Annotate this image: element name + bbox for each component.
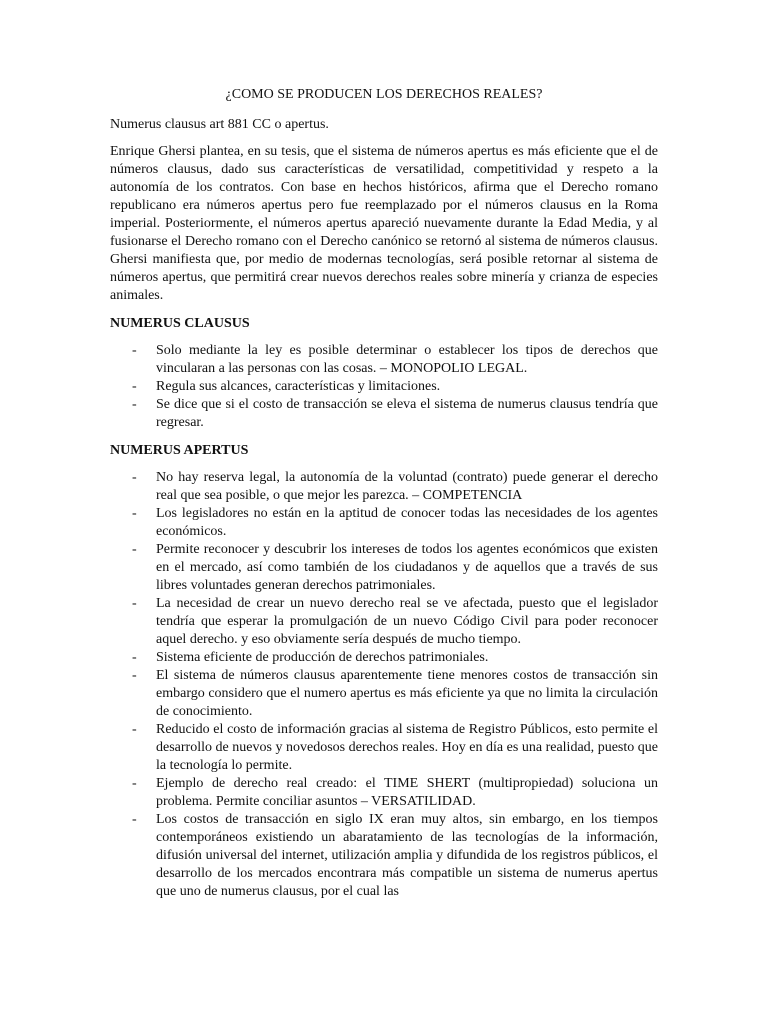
section-heading-numerus-clausus: NUMERUS CLAUSUS [110, 316, 250, 331]
list-item-text: Los legisladores no están en la aptitud de conocer todas las necesidades de los agentes económicos. [156, 506, 658, 539]
bullet-dash: - [132, 776, 137, 791]
list-item [110, 541, 658, 595]
section-heading-numerus-apertus: NUMERUS APERTUS [110, 443, 249, 458]
numerus-clausus-list [110, 342, 658, 432]
list-item [110, 649, 658, 667]
list-item-text: Reducido el costo de información gracias al sistema de Registro Públicos, esto permite el desarrollo de nuevos y novedosos derechos reales. Hoy en día es una realidad, puesto que la tecnología lo permite. [156, 722, 658, 773]
list-item [110, 378, 658, 396]
intro-line: Numerus clausus art 881 CC o apertus. [110, 117, 329, 132]
bullet-dash: - [132, 596, 137, 611]
list-item [110, 811, 658, 901]
bullet-dash: - [132, 379, 137, 394]
bullet-dash: - [132, 397, 137, 412]
list-item-text: Permite reconocer y descubrir los intereses de todos los agentes económicos que existen en el mercado, así como también de los ciudadanos y de aquellos que a través de sus libres voluntades generan derechos patrimoniales. [156, 542, 658, 593]
bullet-dash: - [132, 650, 137, 665]
list-item [110, 469, 658, 505]
bullet-dash: - [132, 542, 137, 557]
document-page [110, 86, 658, 910]
bullet-dash: - [132, 470, 137, 485]
list-item [110, 721, 658, 775]
list-item-text: La necesidad de crear un nuevo derecho real se ve afectada, puesto que el legislador tendría que esperar la promulgación de un nuevo Código Civil para poder reconocer aquel derecho. y eso obviamente sería después de mucho tiempo. [156, 596, 658, 647]
list-item [110, 667, 658, 721]
intro-paragraph: Enrique Ghersi plantea, en su tesis, que el sistema de números apertus es más eficiente que el de números clausus, dado sus características de versatilidad, competitividad y respeto a la autonomía de los contratos. Con base en hechos históricos, afirma que el Derecho romano republicano era números apertus pero fue reemplazado por el números clausus en la Roma imperial. Posteriormente, el números apertus apareció nuevamente durante la Edad Media, y al fusionarse el Derecho romano con el Derecho canónico se retornó al sistema de números clausus. Ghersi manifiesta que, por medio de modernas tecnologías, será posible retornar al sistema de números apertus, que permitirá crear nuevos derechos reales sobre minería y crianza de especies animales. [110, 144, 658, 303]
list-item [110, 396, 658, 432]
list-item-text: Ejemplo de derecho real creado: el TIME SHERT (multipropiedad) soluciona un problema. Permite conciliar asuntos – VERSATILIDAD. [156, 776, 658, 809]
list-item-text: El sistema de números clausus aparentemente tiene menores costos de transacción sin embargo considero que el numero apertus es más eficiente ya que no limita la circulación de conocimiento. [156, 668, 658, 719]
bullet-dash: - [132, 812, 137, 827]
list-item [110, 505, 658, 541]
list-item-text: Sistema eficiente de producción de derechos patrimoniales. [156, 650, 489, 665]
list-item-text: Los costos de transacción en siglo IX eran muy altos, sin embargo, en los tiempos contemporáneos existiendo un abaratamiento de las tecnologías de la información, difusión universal del internet, utilización amplia y difundida de los registros públicos, el desarrollo de los mercados encontrara más compatible un sistema de numerus apertus que uno de numerus clausus, por el cual las [156, 812, 658, 899]
list-item [110, 595, 658, 649]
numerus-apertus-list [110, 469, 658, 901]
list-item [110, 775, 658, 811]
page-title: ¿COMO SE PRODUCEN LOS DERECHOS REALES? [225, 87, 543, 102]
list-item-text: Se dice que si el costo de transacción se eleva el sistema de numerus clausus tendría que regresar. [156, 397, 658, 430]
list-item [110, 342, 658, 378]
bullet-dash: - [132, 506, 137, 521]
list-item-text: Solo mediante la ley es posible determinar o establecer los tipos de derechos que vincularan a las personas con las cosas. – MONOPOLIO LEGAL. [156, 343, 658, 376]
bullet-dash: - [132, 668, 137, 683]
bullet-dash: - [132, 722, 137, 737]
list-item-text: No hay reserva legal, la autonomía de la voluntad (contrato) puede generar el derecho real que sea posible, o que mejor les parezca. – COMPETENCIA [156, 470, 658, 503]
list-item-text: Regula sus alcances, características y limitaciones. [156, 379, 441, 394]
bullet-dash: - [132, 343, 137, 358]
